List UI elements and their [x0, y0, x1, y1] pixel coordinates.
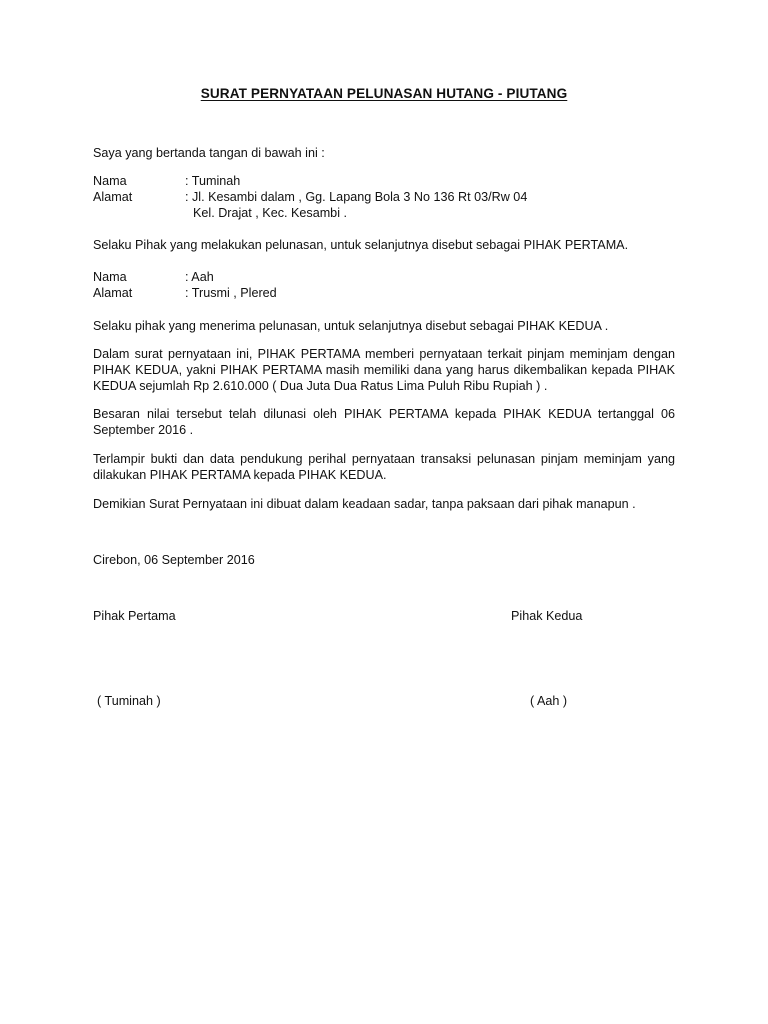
- party2-address-row: [93, 285, 277, 301]
- paragraph-debt-statement: Dalam surat pernyataan ini, PIHAK PERTAMA memberi pernyataan terkait pinjam meminjam dengan PIHAK KEDUA, yakni PIHAK PERTAMA masih memiliki dana yang harus dikembalikan kepada PIHAK KEDUA sejumlah Rp 2.610.000 ( Dua Juta Dua Ratus Lima Puluh Ribu Rupiah ) .: [93, 347, 675, 393]
- paragraph-closing: Demikian Surat Pernyataan ini dibuat dalam keadaan sadar, tanpa paksaan dari pihak manapun .: [93, 497, 636, 511]
- party1-name-label: Nama: [93, 174, 127, 188]
- party1-address-row: [93, 189, 527, 205]
- party1-address-line2: Kel. Drajat , Kec. Kesambi .: [193, 206, 347, 220]
- intro-text: Saya yang bertanda tangan di bawah ini :: [93, 146, 325, 160]
- party2-address-value: : Trusmi , Plered: [185, 286, 277, 300]
- party1-address-line1: : Jl. Kesambi dalam , Gg. Lapang Bola 3 No 136 Rt 03/Rw 04: [185, 190, 528, 204]
- party2-name-label: Nama: [93, 270, 127, 284]
- signature-label-first: Pihak Pertama: [93, 609, 176, 623]
- party1-role-text: Selaku Pihak yang melakukan pelunasan, untuk selanjutnya disebut sebagai PIHAK PERTAMA.: [93, 238, 629, 252]
- paragraph-attachment: Terlampir bukti dan data pendukung perihal pernyataan transaksi pelunasan pinjam meminjam yang dilakukan PIHAK PERTAMA kepada PIHAK KEDUA.: [93, 452, 675, 482]
- signature-name-second: ( Aah ): [530, 694, 568, 708]
- party1-address-label: Alamat: [93, 190, 133, 204]
- party1-name-value: : Tuminah: [185, 174, 241, 188]
- party2-name-row: [93, 269, 214, 285]
- signature-name-first: ( Tuminah ): [97, 694, 161, 708]
- party2-role-text: Selaku pihak yang menerima pelunasan, untuk selanjutnya disebut sebagai PIHAK KEDUA .: [93, 319, 609, 333]
- signature-label-second: Pihak Kedua: [511, 609, 583, 623]
- party1-name-row: [93, 173, 240, 189]
- paragraph-repayment: Besaran nilai tersebut telah dilunasi oleh PIHAK PERTAMA kepada PIHAK KEDUA tertanggal 06 September 2016 .: [93, 407, 675, 437]
- party2-name-value: : Aah: [185, 270, 214, 284]
- document-title: SURAT PERNYATAAN PELUNASAN HUTANG - PIUTANG: [200, 86, 568, 101]
- party2-address-label: Alamat: [93, 286, 133, 300]
- place-date: Cirebon, 06 September 2016: [93, 553, 255, 567]
